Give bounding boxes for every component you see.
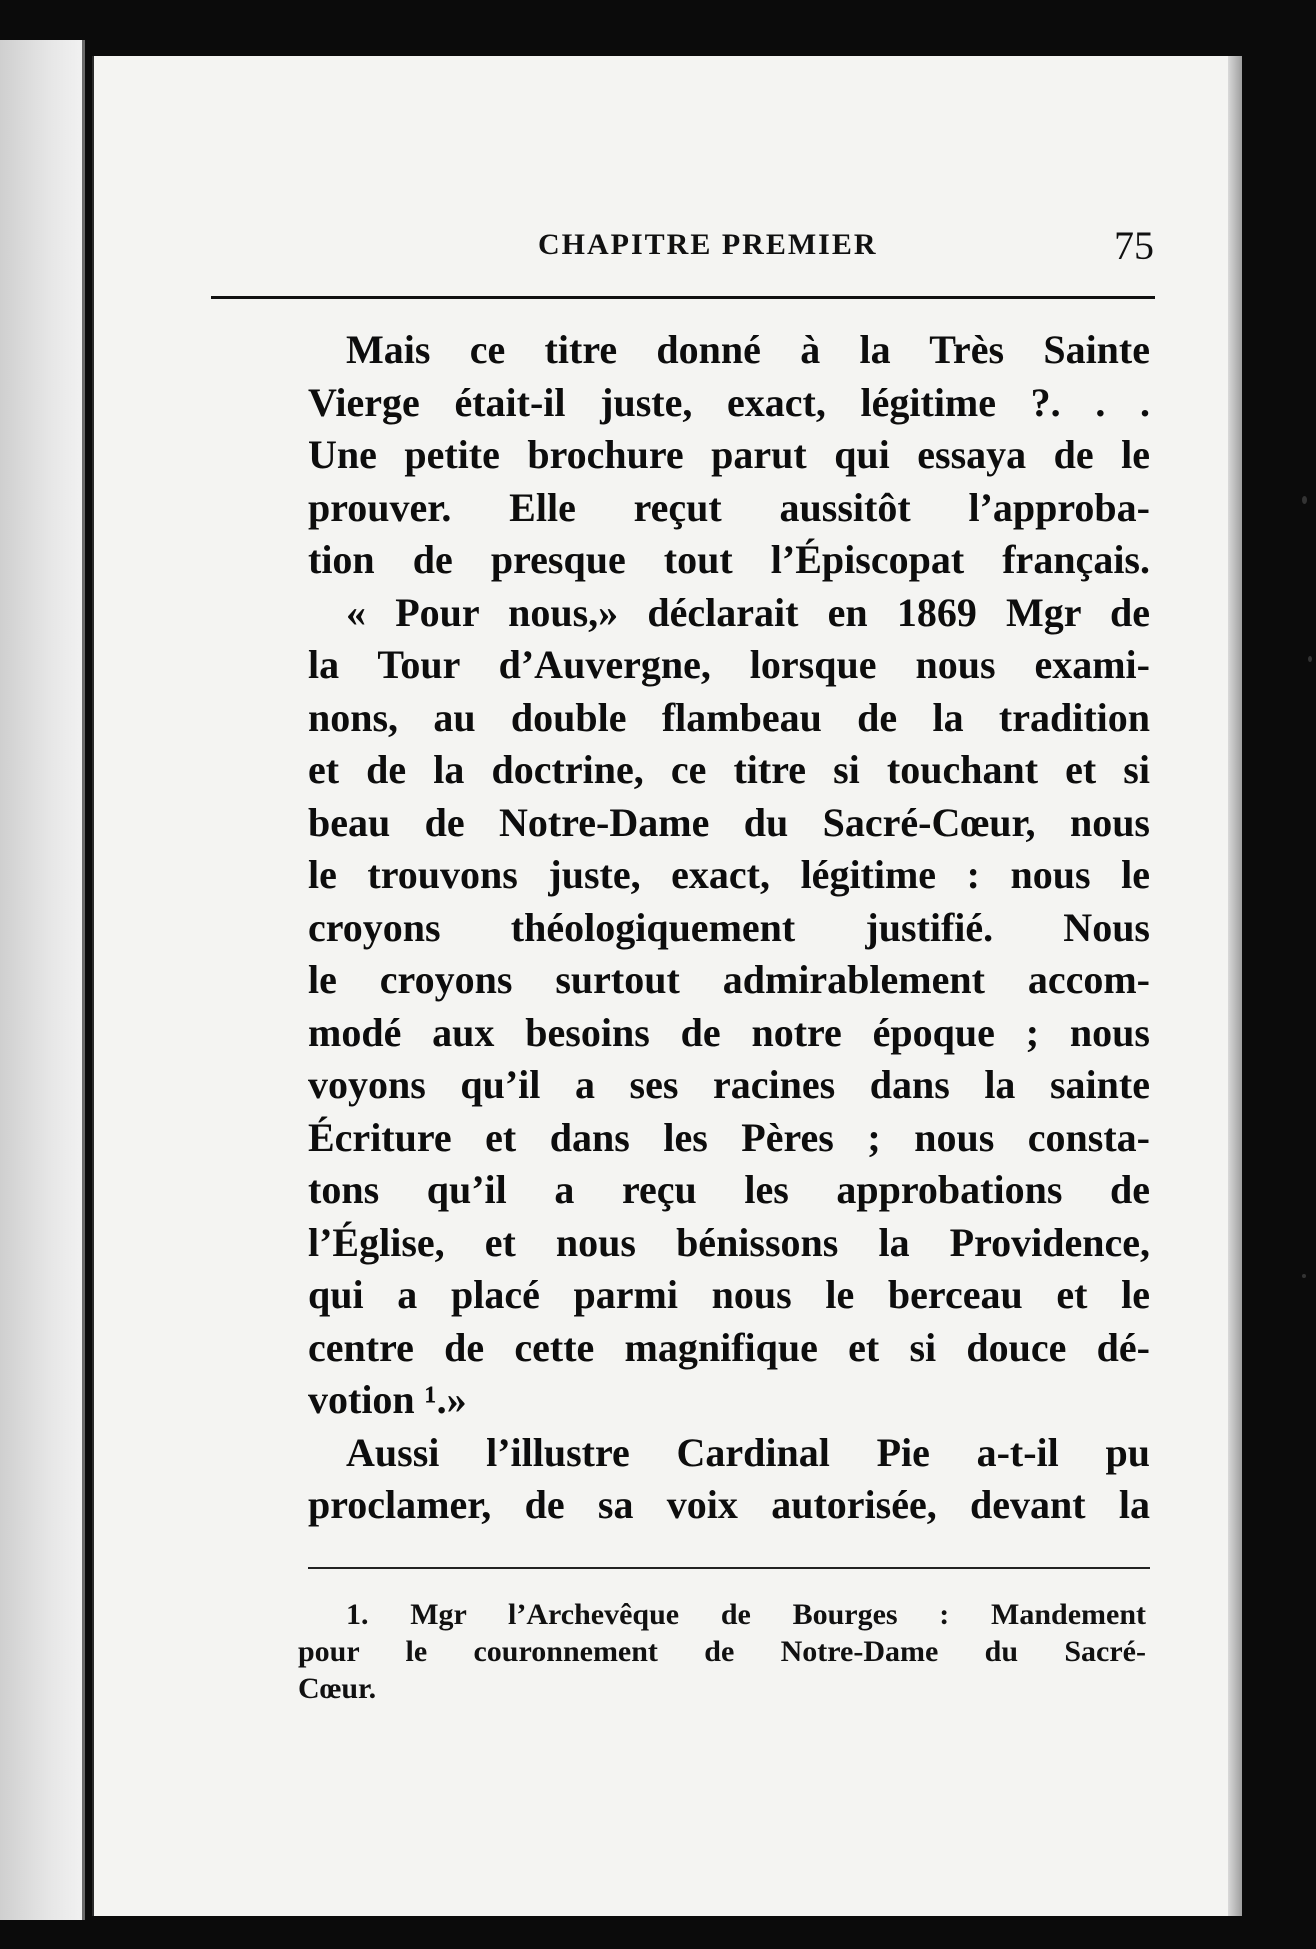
text-line: voyons qu’il a ses racines dans la sainte — [308, 1062, 1150, 1107]
text-line: modé aux besoins de notre époque ; nous — [308, 1009, 1150, 1055]
text-line: l’Église, et nous bénissons la Providence, — [308, 1219, 1150, 1265]
text-line: croyons théologiquement justifié. Nous — [308, 904, 1150, 950]
text-line: « Pour nous,» déclarait en 1869 Mgr de — [346, 589, 1150, 635]
page-fore-edge — [1228, 56, 1242, 1916]
text-line: nons, au double flambeau de la tradition — [308, 694, 1150, 740]
running-head: CHAPITRE PREMIER — [538, 228, 878, 261]
footnote-line: pour le couronnement de Notre-Dame du Sacré- — [298, 1635, 1146, 1668]
header-rule — [211, 296, 1155, 299]
main-text — [308, 324, 1150, 1532]
text-line: proclamer, de sa voix autorisée, devant la — [308, 1482, 1150, 1527]
text-line: beau de Notre-Dame du Sacré-Cœur, nous — [308, 799, 1150, 845]
footnote-line: Cœur. — [298, 1672, 377, 1705]
text-line: votion ¹.» — [308, 1377, 467, 1422]
text-line: la Tour d’Auvergne, lorsque nous exami- — [308, 642, 1150, 687]
footnote-line: 1. Mgr l’Archevêque de Bourges : Mandement — [346, 1598, 1146, 1631]
text-line: le trouvons juste, exact, légitime : nous le — [308, 852, 1150, 897]
page-header — [214, 166, 1154, 268]
text-line: tons qu’il a reçu les approbations de — [308, 1167, 1150, 1212]
text-line: le croyons surtout admirablement accom- — [308, 957, 1150, 1002]
text-line: qui a placé parmi nous le berceau et le — [308, 1272, 1150, 1317]
text-line: Vierge était-il juste, exact, légitime ?. . . — [308, 379, 1150, 425]
page-number: 75 — [1114, 223, 1154, 268]
footnote — [298, 1596, 1146, 1707]
adjacent-page-edge — [0, 40, 85, 1920]
text-line: Mais ce titre donné à la Très Sainte — [346, 327, 1150, 372]
text-line: tion de presque tout l’Épiscopat français. — [308, 537, 1150, 582]
text-line: et de la doctrine, ce titre si touchant et si — [308, 747, 1150, 792]
book-page — [92, 56, 1242, 1916]
paper-speck — [1302, 1274, 1306, 1278]
text-line: prouver. Elle reçut aussitôt l’approba- — [308, 484, 1150, 530]
text-line: Aussi l’illustre Cardinal Pie a-t-il pu — [346, 1429, 1150, 1475]
paper-speck — [1308, 656, 1312, 662]
text-line: Une petite brochure parut qui essaya de le — [308, 432, 1150, 477]
footnote-rule — [308, 1567, 1150, 1569]
text-line: centre de cette magnifique et si douce dé- — [308, 1324, 1150, 1370]
text-line: Écriture et dans les Pères ; nous consta- — [308, 1114, 1150, 1160]
paper-speck — [1302, 496, 1307, 504]
